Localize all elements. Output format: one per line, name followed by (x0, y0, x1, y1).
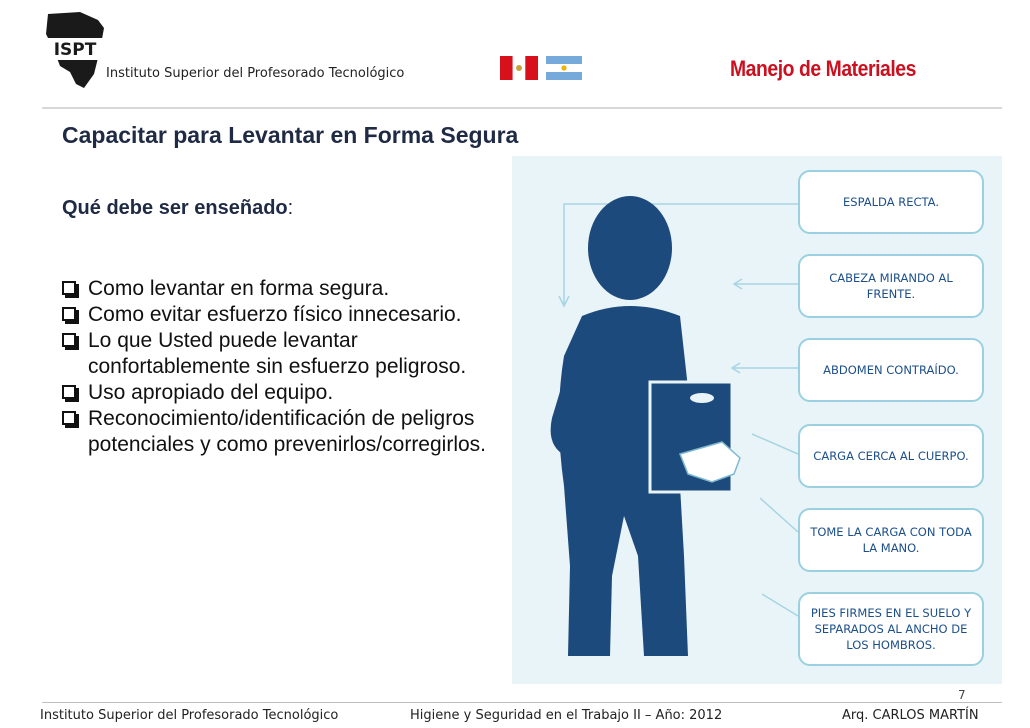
box-handle (690, 393, 714, 403)
page-number: 7 (958, 688, 966, 702)
header-divider (42, 107, 1002, 109)
label-pies-firmes: PIES FIRMES EN EL SUELO Y SEPARADOS AL ANCHO DE LOS HOMBROS. (798, 592, 984, 666)
slide-title: Capacitar para Levantar en Forma Segura (62, 122, 519, 148)
peru-flag (500, 56, 538, 80)
list-item (62, 276, 502, 302)
footer-institute: Instituto Superior del Profesorado Tecnológico (40, 708, 339, 723)
topic-title: Manejo de Materiales (730, 56, 916, 81)
footer-course: Higiene y Seguridad en el Trabajo II – Año: 2012 (410, 708, 723, 723)
bullet-text: Reconocimiento/identificación de peligros potenciales y como prevenirlos/corregirlos. (88, 407, 487, 456)
logo-text: ISPT (53, 40, 97, 60)
label-carga-cerca: CARGA CERCA AL CUERPO. (798, 424, 984, 488)
footer-author: Arq. CARLOS MARTÍN (842, 708, 979, 723)
bullet-list (62, 276, 502, 458)
lifting-posture-figure (512, 156, 1002, 684)
checkbox-bullet-icon (62, 411, 76, 425)
institute-header: Instituto Superior del Profesorado Tecnológico (106, 66, 405, 81)
bullet-text: Como evitar esfuerzo físico innecesario. (88, 303, 462, 326)
list-item (62, 380, 502, 406)
checkbox-bullet-icon (62, 307, 76, 321)
label-cabeza: CABEZA MIRANDO AL FRENTE. (798, 254, 984, 318)
label-tome-carga: TOME LA CARGA CON TODA LA MANO. (798, 508, 984, 572)
ispt-logo (40, 10, 110, 90)
checkbox-bullet-icon (62, 281, 76, 295)
list-item (62, 406, 502, 458)
argentina-flag (546, 56, 582, 80)
label-abdomen: ABDOMEN CONTRAÍDO. (798, 338, 984, 402)
bullet-text: Uso apropiado del equipo. (88, 381, 334, 404)
bullet-text: Lo que Usted puede levantar confortablemente sin esfuerzo peligroso. (88, 329, 467, 378)
bullet-text: Como levantar en forma segura. (88, 277, 390, 300)
list-item (62, 302, 502, 328)
footer-divider (42, 702, 1002, 703)
list-item (62, 328, 502, 380)
subtitle-suffix: : (287, 197, 294, 219)
label-espalda-recta: ESPALDA RECTA. (798, 170, 984, 234)
checkbox-bullet-icon (62, 333, 76, 347)
subtitle-bold: Qué debe ser enseñado (62, 197, 288, 219)
slide-subtitle (62, 197, 293, 220)
checkbox-bullet-icon (62, 385, 76, 399)
